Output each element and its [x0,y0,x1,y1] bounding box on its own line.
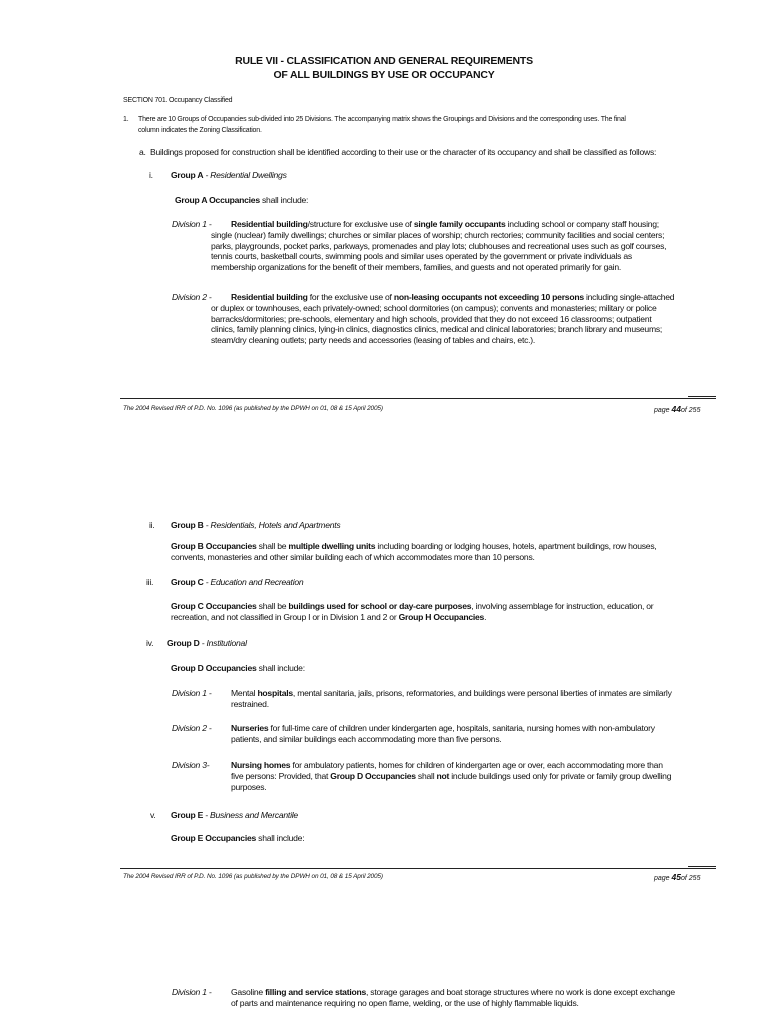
group-d-div2-text: Nurseries for full-time care of children under kindergarten age, hospitals, sanitaria, nursing homes with non-ambulatory patients, and similar buildings each accommodating more than five persons. [231,723,655,744]
para-a-marker: a. [139,147,146,157]
group-c-heading: Group C - Education and Recreation [171,577,304,587]
section-heading: SECTION 701. Occupancy Classified [123,97,233,104]
group-d-div3-label: Division 3- [172,760,210,770]
group-e-heading: Group E - Business and Mercantile [171,810,298,820]
group-b-number: ii. [149,520,155,530]
footer-tick [688,866,716,867]
group-e-div1-text: Gasoline filling and service stations, storage garages and boat storage structures where no work is done except exchange of parts and maintenance requiring no open flame, welding, or the use of highly flammable liquids. [231,987,675,1008]
group-d-div2-label: Division 2 - [172,723,212,733]
group-d-intro: Group D Occupancies shall include: [171,663,305,673]
footer-rule [120,398,716,399]
group-d-heading: Group D - Institutional [167,638,247,648]
item-text-line2: column indicates the Zoning Classification. [138,127,262,134]
group-e-number: v. [150,810,156,820]
group-d-number: iv. [146,638,154,648]
group-a-div1-text: Residential building/structure for exclusive use of single family occupants including school or company staff housing; single (nuclear) family dwellings; churches or similar places of worship; church rectories; community facilities and social centers; parks, playgrounds, pocket parks, parkways, promenades and play lots; clubhouses and recreational uses such as golf courses, tennis courts, basketball courts, swimming pools and similar uses operated by the government or private individuals as membership organizations for the benefit of their members, families, and guests and not operated primarily for gain. [211,219,667,273]
group-a-div1-label: Division 1 - [172,219,212,229]
footer-citation: The 2004 Revised IRR of P.D. No. 1096 (as published by the DPWH on 01, 08 & 15 April 2005) [123,405,383,412]
group-b-heading: Group B - Residentials, Hotels and Apartments [171,520,341,530]
footer-citation: The 2004 Revised IRR of P.D. No. 1096 (as published by the DPWH on 01, 08 & 15 April 2005) [123,873,383,880]
group-d-div1-label: Division 1 - [172,688,212,698]
group-d-div1-text: Mental hospitals, mental sanitaria, jails, prisons, reformatories, and buildings were personal liberties of inmates are similarly restrained. [231,688,672,709]
group-c-paragraph: Group C Occupancies shall be buildings used for school or day-care purposes, involving assemblage for instruction, education, or recreation, and not classified in Group I or in Division 1 and 2 or Group H Occupancies. [171,601,654,622]
group-a-number: i. [149,170,153,180]
rule-title-line1: RULE VII - CLASSIFICATION AND GENERAL REQUIREMENTS [235,55,533,67]
rule-title-line2: OF ALL BUILDINGS BY USE OR OCCUPANCY [273,69,495,81]
group-a-div2-text: Residential building for the exclusive use of non-leasing occupants not exceeding 10 persons including single-attached or duplex or townhouses, each privately-owned; school dormitories (on campus); convents and monasteries; military or police barracks/dormitories; pre-schools, elementary and high schools, provided that they do not exceed 16 classrooms; outpatient clinics, family planning clinics, lying-in clinics, diagnostics clinics, medical and clinical laboratories; branch library and museums; steam/dry cleaning outlets; party needs and accessories (leasing of tables and chairs, etc.). [211,292,675,346]
group-d-div3-text: Nursing homes for ambulatory patients, homes for children of kindergarten age or over, each accommodating more than five persons: Provided, that Group D Occupancies shall not include buildings used only for private or family group dwelling purposes. [231,760,672,792]
footer-tick [688,396,716,397]
footer-page-number: page 45of 255 [654,872,701,882]
group-e-div1-label: Division 1 - [172,987,212,997]
item-text-line1: There are 10 Groups of Occupancies sub-divided into 25 Divisions. The accompanying matrix shows the Groupings and Divisions and the corresponding uses. The final [138,116,626,123]
group-b-paragraph: Group B Occupancies shall be multiple dwelling units including boarding or lodging houses, hotels, apartment buildings, row houses, convents, monasteries and other similar building each of which accommodates more than 10 persons. [171,541,657,562]
item-number: 1. [123,116,129,123]
group-a-intro: Group A Occupancies shall include: [175,195,309,205]
footer-rule [120,868,716,869]
group-a-heading: Group A - Residential Dwellings [171,170,287,180]
para-a-text: Buildings proposed for construction shall be identified according to their use or the character of its occupancy and shall be classified as follows: [150,147,657,157]
group-e-intro: Group E Occupancies shall include: [171,833,305,843]
footer-page-number: page 44of 255 [654,404,701,414]
group-a-div2-label: Division 2 - [172,292,212,302]
group-c-number: iii. [146,577,154,587]
